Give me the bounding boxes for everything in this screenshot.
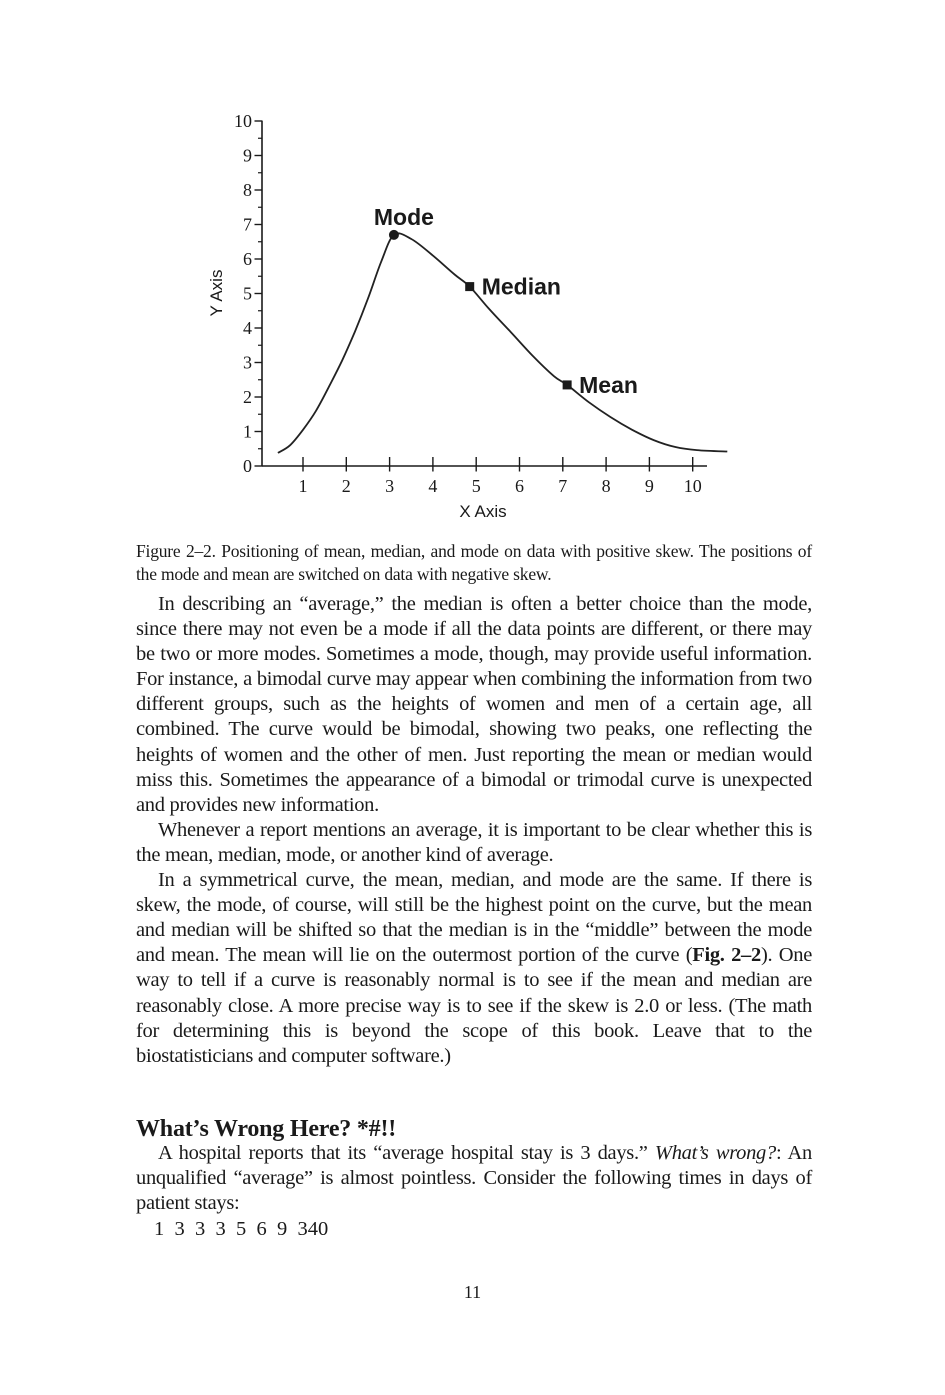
y-tick-label: 6 xyxy=(243,249,252,269)
figure-2-2-chart xyxy=(205,103,745,535)
y-tick-label: 3 xyxy=(243,352,252,373)
paragraph: Whenever a report mentions an average, it is important to be clear whether this is the mean, median, mode, or another kind of average. xyxy=(136,818,812,866)
paragraph: In describing an “average,” the median is often a better choice than the mode, since there may not even be a mode if all the data points are different, or there may be two or more modes. Sometimes a mode, though, may provide useful information. For instance, a bimodal curve may appear when combining the information from two different groups, such as the heights of women and men of a certain age, all combined. The curve would be bimodal, showing two peaks, one reflecting the heights of women and the other of men. Just reporting the mean or median would miss this. Sometimes the appearance of a bimodal or trimodal curve is unexpected and provides new information. xyxy=(136,593,812,816)
marker-median xyxy=(465,282,474,291)
patient-stays-values: 1 3 3 3 5 6 9 340 xyxy=(154,1218,329,1240)
point-label-median: Median xyxy=(481,273,561,300)
x-tick-label: 10 xyxy=(683,476,702,496)
y-tick-label: 8 xyxy=(243,180,252,200)
x-tick-label: 6 xyxy=(515,476,524,496)
x-tick-label: 8 xyxy=(601,476,611,496)
distribution-curve xyxy=(278,233,727,453)
x-tick-label: 4 xyxy=(428,476,438,496)
y-axis-title: Y Axis xyxy=(207,269,226,317)
paragraph: A hospital reports that its “average hospital stay is 3 days.” What’s wrong?: An unqualified “average” is almost pointless. Consider the following times in days of patient stays: xyxy=(136,1142,812,1215)
point-label-mode: Mode xyxy=(373,203,434,230)
x-tick-label: 2 xyxy=(341,476,351,496)
section-heading: What’s Wrong Here? *#!! xyxy=(136,1115,397,1142)
section-text xyxy=(136,1141,812,1216)
paragraph: In a symmetrical curve, the mean, median, and mode are the same. If there is skew, the mode, of course, will still be the highest point on the curve, but the mean and median will be shifted so that the median is in the “middle” between the mode and mean. The mean will lie on the outermost portion of the curve (Fig. 2–2). One way to tell if a curve is reasonably normal is to see if the mean and median are reasonably close. A more precise way is to see if the skew is 2.0 or less. (The math for determining this is beyond the scope of this book. Leave that to the biostatisticians and computer software.) xyxy=(136,869,812,1067)
y-tick-label: 2 xyxy=(243,387,252,407)
x-tick-label: 9 xyxy=(644,476,654,496)
page-number: 11 xyxy=(463,1282,482,1302)
figure-caption: Figure 2–2. Positioning of mean, median, and mode on data with positive skew. The positions of the mode and mean are switched on data with negative skew. xyxy=(136,541,812,584)
y-tick-label: 0 xyxy=(243,456,252,476)
point-label-mean: Mean xyxy=(579,371,638,398)
x-tick-label: 1 xyxy=(298,476,308,496)
y-tick-label: 10 xyxy=(234,111,252,131)
x-axis-title: X Axis xyxy=(459,502,507,521)
x-tick-label: 5 xyxy=(471,476,481,496)
x-tick-label: 3 xyxy=(385,476,395,496)
y-tick-label: 5 xyxy=(243,283,252,304)
marker-mean xyxy=(563,380,572,389)
marker-mode xyxy=(389,230,399,240)
y-tick-label: 9 xyxy=(243,145,252,166)
y-tick-label: 1 xyxy=(243,421,252,442)
body-text xyxy=(136,592,812,1069)
y-tick-label: 7 xyxy=(243,214,252,235)
y-tick-label: 4 xyxy=(243,318,252,338)
x-tick-label: 7 xyxy=(558,476,568,496)
skew-chart-svg xyxy=(205,103,745,535)
